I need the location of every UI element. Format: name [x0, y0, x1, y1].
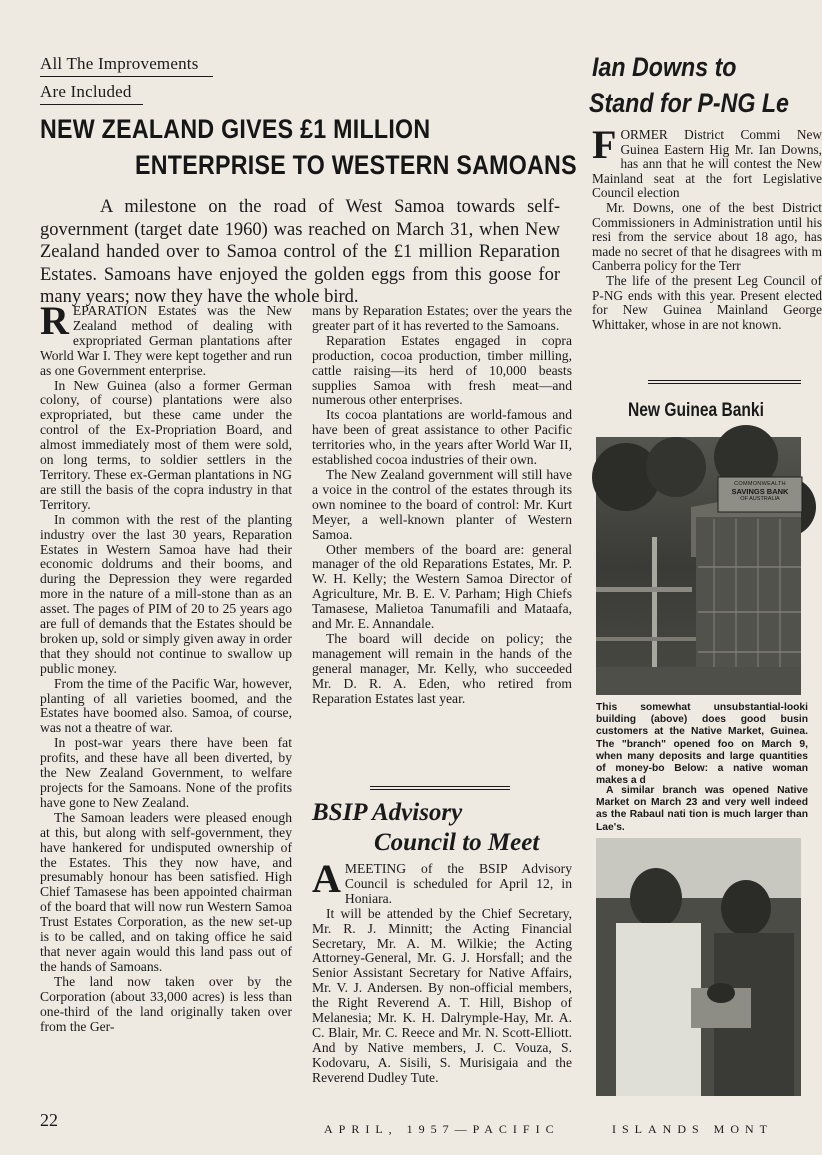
standfirst: A milestone on the road of West Samoa towards self-government (target date 1960) was reached on March 31, when New Zealand handed over to Samoa control of the £1 million Reparation Estates. Samoans have enjoyed the golden eggs from this goose for many years; now they have the whole bird.: [40, 197, 560, 307]
col2-paragraph-2: Reparation Estates engaged in copra production, cocoa production, timber milling, cattle raising—its herd of 10,000 beasts supplies Samoa with fresh meat—and numerous other enterprises.: [312, 332, 572, 408]
bsip-title-1: BSIP Advisory: [312, 799, 463, 826]
col1-paragraph-4: From the time of the Pacific War, however, planting of all varieties boomed, and the Estates have boomed also. Samoa, of course, was not a theatre of war.: [40, 675, 292, 736]
kicker-text-1: All The Improvements: [40, 54, 213, 77]
bank-sign: [718, 481, 802, 502]
downs-paragraph-2: Mr. Downs, one of the best District Commissioners in Administration until his resi from the service about 18 ago, has made no secret of that he disagrees with m Canberra policy for the Terr: [592, 199, 822, 274]
footer-issue: APRIL, 1957—PACIFIC: [324, 1122, 560, 1136]
headline-line-1: NEW ZEALAND GIVES £1 MILLION: [40, 114, 431, 144]
ng-banking-headline: New Guinea Banki: [628, 400, 764, 421]
col1-paragraph-3: In common with the rest of the planting industry over the last 30 years, Reparation Estates in Western Samoa have had their economic doldrums and their booms, and during the Depression they were regarded more in the nature of a mill-stone than as an asset. The pages of PIM of 20 to 25 years ago are full of demands that the Estates should be broken up, sold or simply given away in order that they should not continue to swallow up public money.: [40, 511, 292, 676]
footer-magazine: ISLANDS MONT: [612, 1122, 774, 1136]
col2-paragraph-3: Its cocoa plantations are world-famous and have been of great assistance to other Pacific territories who, in the years after World War II, established cocoa industries of their own.: [312, 407, 572, 468]
article-column-2: [312, 304, 572, 706]
caption-2-text: A similar branch was opened Native Market on March 23 and very well indeed as the Rabaul nati tion is much larger than Lae's.: [596, 785, 808, 833]
col2-paragraph-5: Other members of the board are: general manager of the old Reparations Estates, Mr. P. W. H. Kelly; the Western Samoa Director of Agriculture, Mr. B. E. V. Parham; High Chiefs Tamasese, Malietoa Tanumafili and Mataafa, and Mr. E. Annandale.: [312, 541, 572, 632]
article-column-1: [40, 298, 292, 1034]
kicker-text-2: Are Included: [40, 82, 143, 105]
photo-caption-1: [596, 702, 808, 787]
bank-sign-line-3: OF AUSTRALIA: [740, 496, 780, 502]
bank-building-photo: [596, 437, 801, 695]
right-column: [584, 0, 822, 1110]
bank-sign-line-1: COMMONWEALTH: [734, 481, 786, 487]
dropcap-r: R: [40, 298, 69, 343]
native-woman-photo: [596, 838, 801, 1096]
bsip-title-2: Council to Meet: [374, 829, 540, 856]
downs-headline-2: Stand for P-NG Le: [589, 88, 789, 118]
downs-body: [592, 122, 822, 332]
col1-paragraph-5: In post-war years there have been fat profits, and these have all been diverted, by the New Zealand Government, to welfare projects for the Samoans. None of the profits have gone to New Zealand.: [40, 735, 292, 810]
col2-paragraph-4: The New Zealand government will still have a voice in the control of the estates through its own nominee to the board of control: Mr. Kurt Meyer, a well-known planter of Western Samoa.: [312, 466, 572, 542]
col1-paragraph-1: EPARATION Estates was the New Zealand method of dealing with expropriated German plantations after World War I. They were kept together and run as one Government enterprise.: [40, 303, 292, 378]
bank-building-illustration: [596, 437, 801, 695]
col1-paragraph-2: In New Guinea (also a former German colony, of course) plantations were also expropriated, but these came under the control of the Ex-Propriation Board, and almost immediately most of them were sold, on long terms, to soldier settlers in the Territory. These ex-German plantations in NG are still the basis of the copra industry in that Territory.: [40, 377, 292, 512]
col1-paragraph-7: The land now taken over by the Corporation (about 33,000 acres) is less than one-third of the land originally taken over from the Ger-: [40, 973, 292, 1034]
bsip-body: [312, 856, 572, 1086]
dropcap-f: F: [592, 122, 617, 167]
bsip-paragraph-2: It will be attended by the Chief Secretary, Mr. R. J. Minnitt; the Acting Financial Secretary, Mr. A. M. Wilkie; the Acting Attorney-General, Mr. G. J. Horsfall; and the Senior Assistant Secretary for Native Affairs, Mr. V. J. Andersen. By non-official members, the Right Reverend A. T. Hill, Bishop of Melanesia; Mr. K. H. Dalrymple-Hay, Mr. A. C. Blair, Mr. C. Reece and Mr. N. Scott-Elliott. And by Native members, J. C. Vouza, S. Kodovaru, A. Sisili, S. Murisigaia and the Reverend Dudley Tute.: [312, 905, 572, 1085]
bsip-rule: [370, 786, 510, 790]
col2-paragraph-1: mans by Reparation Estates; over the years the greater part of it has reverted to the Samoans.: [312, 303, 572, 333]
kicker-line-1: [40, 54, 213, 77]
downs-paragraph-3: The life of the present Leg Council of P-NG ends with this year. Present elected for New Guinea Mainland George Whittaker, whose in are not known.: [592, 272, 822, 332]
caption-1-text: This somewhat unsubstantial-looki building (above) does good busin customers at the Native Market, Guinea. The "branch" opened foo on March 9, when many deposits and large quantities of money-bo Below: a native woman makes a d: [596, 702, 808, 787]
bank-sign-line-2: SAVINGS BANK: [731, 487, 789, 496]
page-number: 22: [40, 1110, 58, 1130]
col1-paragraph-6: The Samoan leaders were pleased enough at this, but along with self-government, they have hankered for undisputed ownership of the Estates. This they now have, and presumably honour has been satisfied. High Chief Tamasese has been appointed chairman of the board that will now run Western Samoa Trust Estates Corporation, as the new set-up is to be called, and on taking office he said that never again would this land pass out of the hands of Samoans.: [40, 809, 292, 974]
kicker-line-2: [40, 82, 143, 105]
native-woman-illustration: [596, 838, 801, 1096]
downs-paragraph-1: ORMER District Commi New Guinea Eastern Hig Mr. Ian Downs, has ann that he will contest the New Mainland seat at the fort Legislative Council election: [592, 127, 822, 201]
photo-caption-2: [596, 785, 808, 834]
downs-headline-1: Ian Downs to: [592, 52, 737, 82]
bsip-paragraph-1: MEETING of the BSIP Advisory Council is scheduled for April 12, in Honiara.: [344, 861, 572, 906]
col2-paragraph-6: The board will decide on policy; the management will remain in the hands of the general manager, Mr. Kelly, who succeeded Mr. D. R. A. Eden, who retired from Reparation Estates last year.: [312, 630, 572, 706]
headline-line-2: ENTERPRISE TO WESTERN SAMOANS: [135, 150, 577, 180]
dropcap-a: A: [312, 856, 341, 901]
ng-rule: [648, 380, 801, 384]
